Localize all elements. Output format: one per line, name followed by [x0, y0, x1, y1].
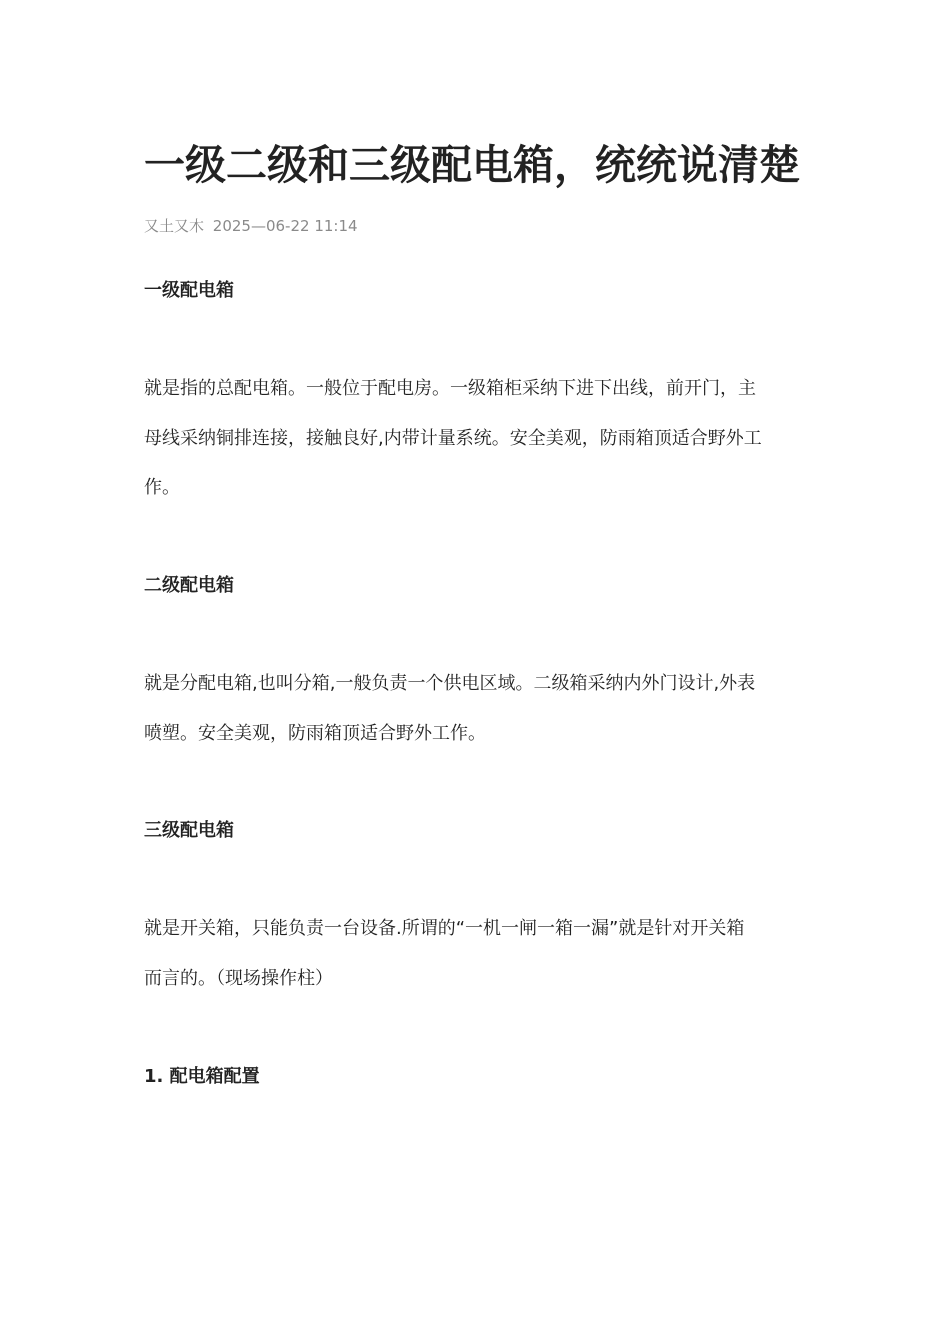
- paragraph-line: 而言的。（现场操作柱）: [144, 967, 333, 989]
- article-meta: [144, 216, 358, 236]
- section-paragraph-primary-box: [144, 364, 806, 513]
- subheading-box-configuration: 1. 配电箱配置: [144, 1066, 260, 1087]
- section-heading-secondary-box: 二级配电箱: [144, 575, 234, 596]
- paragraph-line: 就是开关箱，只能负责一台设备.所谓的“一机一闸一箱一漏”就是针对开关箱: [144, 918, 745, 939]
- paragraph-line: 就是分配电箱,也叫分箱,一般负责一个供电区域。二级箱采纳内外门设计,外表: [144, 673, 756, 694]
- paragraph-line: 喷塑。安全美观，防雨箱顶适合野外工作。: [144, 722, 486, 744]
- article-title: 一级二级和三级配电箱，统统说清楚: [144, 141, 800, 189]
- publish-datetime: 2025—06-22 11:14: [212, 217, 358, 235]
- paragraph-line: 就是指的总配电箱。一般位于配电房。一级箱柜采纳下进下出线，前开门，主: [144, 378, 756, 399]
- section-heading-primary-box: 一级配电箱: [144, 280, 234, 301]
- section-paragraph-tertiary-box: [144, 904, 806, 1003]
- paragraph-line: 作。: [144, 477, 180, 498]
- section-paragraph-secondary-box: [144, 659, 806, 758]
- paragraph-line: 母线采纳铜排连接，接触良好,内带计量系统。安全美观，防雨箱顶适合野外工: [144, 427, 762, 449]
- section-heading-tertiary-box: 三级配电箱: [144, 820, 234, 841]
- author-name[interactable]: 又土又木: [144, 217, 205, 235]
